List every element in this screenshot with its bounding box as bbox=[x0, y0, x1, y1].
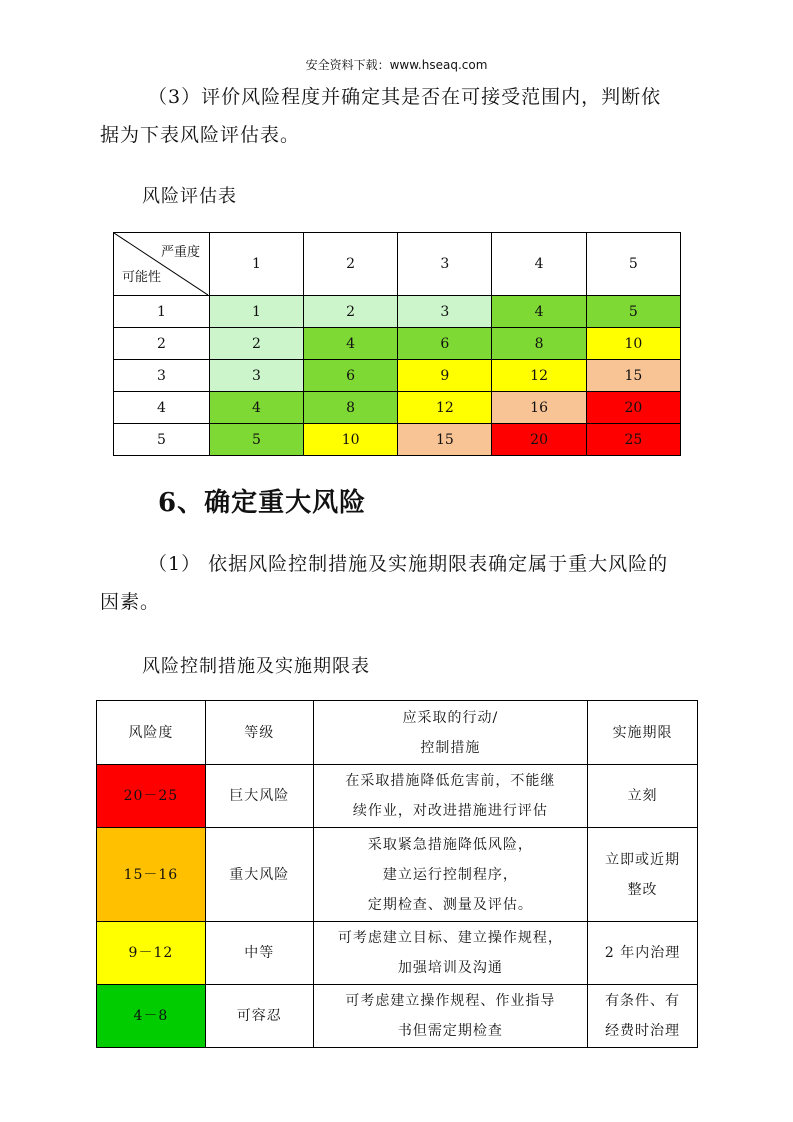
risk-score-cell: 15 bbox=[398, 424, 492, 456]
matrix-row bbox=[114, 424, 681, 456]
risk-score-cell: 9 bbox=[398, 360, 492, 392]
severity-column-header: 5 bbox=[586, 233, 680, 296]
risk-degree-cell: 4－8 bbox=[97, 985, 206, 1048]
action-line: 加强培训及沟通 bbox=[397, 960, 503, 976]
risk-matrix-table bbox=[113, 232, 681, 456]
level-cell: 可容忍 bbox=[205, 985, 313, 1048]
header-level: 等级 bbox=[205, 701, 313, 765]
header-deadline: 实施期限 bbox=[588, 701, 698, 765]
deadline-cell bbox=[588, 922, 698, 985]
action-line: 采取紧急措施降低风险， bbox=[367, 836, 533, 853]
risk-score-cell: 10 bbox=[304, 424, 398, 456]
level-cell: 重大风险 bbox=[205, 828, 313, 922]
action-line: 书但需定期检查 bbox=[397, 1023, 503, 1039]
risk-score-cell: 6 bbox=[304, 360, 398, 392]
paragraph-determine bbox=[100, 545, 700, 621]
severity-column-header: 3 bbox=[398, 233, 492, 296]
deadline-line: 有条件、有 bbox=[605, 993, 681, 1009]
severity-column-header: 4 bbox=[492, 233, 586, 296]
header-action bbox=[313, 701, 588, 765]
risk-score-cell: 4 bbox=[492, 296, 586, 328]
action-cell bbox=[313, 828, 588, 922]
risk-score-cell: 12 bbox=[492, 360, 586, 392]
level-cell: 巨大风险 bbox=[205, 765, 313, 828]
matrix-caption: 风险评估表 bbox=[142, 186, 237, 207]
risk-score-cell: 2 bbox=[304, 296, 398, 328]
risk-score-cell: 3 bbox=[209, 360, 303, 392]
deadline-line: 2 年内治理 bbox=[604, 945, 681, 961]
severity-column-header: 1 bbox=[209, 233, 303, 296]
deadline-line: 整改 bbox=[627, 881, 658, 898]
risk-score-cell: 1 bbox=[209, 296, 303, 328]
action-line: 可考虑建立操作规程、作业指导 bbox=[345, 993, 556, 1009]
risk-score-cell: 2 bbox=[209, 328, 303, 360]
action-cell bbox=[313, 922, 588, 985]
control-header-row bbox=[97, 701, 698, 765]
action-line: 建立运行控制程序， bbox=[382, 866, 518, 883]
header-risk-degree: 风险度 bbox=[97, 701, 206, 765]
paragraph-line: （3）评价风险程度并确定其是否在可接受范围内，判断依 bbox=[148, 86, 662, 108]
level-cell: 中等 bbox=[205, 922, 313, 985]
matrix-row bbox=[114, 328, 681, 360]
control-row bbox=[97, 985, 698, 1048]
likelihood-row-header: 1 bbox=[114, 296, 210, 328]
matrix-row bbox=[114, 392, 681, 424]
deadline-cell bbox=[588, 828, 698, 922]
action-line: 续作业，对改进措施进行评估 bbox=[352, 803, 548, 819]
risk-score-cell: 20 bbox=[586, 392, 680, 424]
risk-score-cell: 3 bbox=[398, 296, 492, 328]
control-row bbox=[97, 922, 698, 985]
risk-score-cell: 15 bbox=[586, 360, 680, 392]
matrix-row bbox=[114, 296, 681, 328]
header-action-line: 控制措施 bbox=[420, 739, 481, 756]
action-line: 在采取措施降低危害前，不能继 bbox=[345, 773, 556, 789]
likelihood-label: 可能性 bbox=[122, 270, 162, 285]
risk-control-table bbox=[96, 700, 698, 1048]
matrix-header-row bbox=[114, 233, 681, 296]
risk-score-cell: 4 bbox=[304, 328, 398, 360]
header-action-line: 应采取的行动/ bbox=[402, 709, 499, 726]
action-line: 可考虑建立目标、建立操作规程， bbox=[337, 930, 563, 946]
deadline-line: 立即或近期 bbox=[605, 851, 681, 868]
section-heading: 6、确定重大风险 bbox=[158, 488, 367, 518]
severity-label: 严重度 bbox=[160, 245, 200, 260]
risk-score-cell: 12 bbox=[398, 392, 492, 424]
deadline-cell bbox=[588, 765, 698, 828]
risk-score-cell: 8 bbox=[304, 392, 398, 424]
risk-score-cell: 6 bbox=[398, 328, 492, 360]
control-row bbox=[97, 828, 698, 922]
deadline-cell bbox=[588, 985, 698, 1048]
action-cell bbox=[313, 985, 588, 1048]
likelihood-row-header: 4 bbox=[114, 392, 210, 424]
risk-score-cell: 16 bbox=[492, 392, 586, 424]
paragraph-line: （1） 依据风险控制措施及实施期限表确定属于重大风险的 bbox=[148, 553, 669, 575]
likelihood-row-header: 3 bbox=[114, 360, 210, 392]
risk-score-cell: 8 bbox=[492, 328, 586, 360]
severity-column-header: 2 bbox=[304, 233, 398, 296]
risk-score-cell: 25 bbox=[586, 424, 680, 456]
page-header: 安全资料下载：www.hseaq.com bbox=[305, 58, 488, 72]
control-row bbox=[97, 765, 698, 828]
deadline-line: 立刻 bbox=[627, 788, 658, 804]
likelihood-row-header: 5 bbox=[114, 424, 210, 456]
paragraph-evaluate bbox=[100, 78, 700, 154]
matrix-corner-cell bbox=[114, 233, 210, 296]
action-cell bbox=[313, 765, 588, 828]
action-line: 定期检查、测量及评估。 bbox=[367, 896, 533, 913]
control-caption: 风险控制措施及实施期限表 bbox=[142, 656, 370, 677]
risk-score-cell: 5 bbox=[209, 424, 303, 456]
risk-degree-cell: 20－25 bbox=[97, 765, 206, 828]
risk-degree-cell: 9－12 bbox=[97, 922, 206, 985]
likelihood-row-header: 2 bbox=[114, 328, 210, 360]
risk-score-cell: 20 bbox=[492, 424, 586, 456]
paragraph-line: 因素。 bbox=[100, 591, 161, 613]
deadline-line: 经费时治理 bbox=[605, 1023, 681, 1039]
risk-score-cell: 4 bbox=[209, 392, 303, 424]
risk-score-cell: 5 bbox=[586, 296, 680, 328]
risk-degree-cell: 15－16 bbox=[97, 828, 206, 922]
matrix-row bbox=[114, 360, 681, 392]
risk-score-cell: 10 bbox=[586, 328, 680, 360]
paragraph-line: 据为下表风险评估表。 bbox=[100, 124, 301, 146]
